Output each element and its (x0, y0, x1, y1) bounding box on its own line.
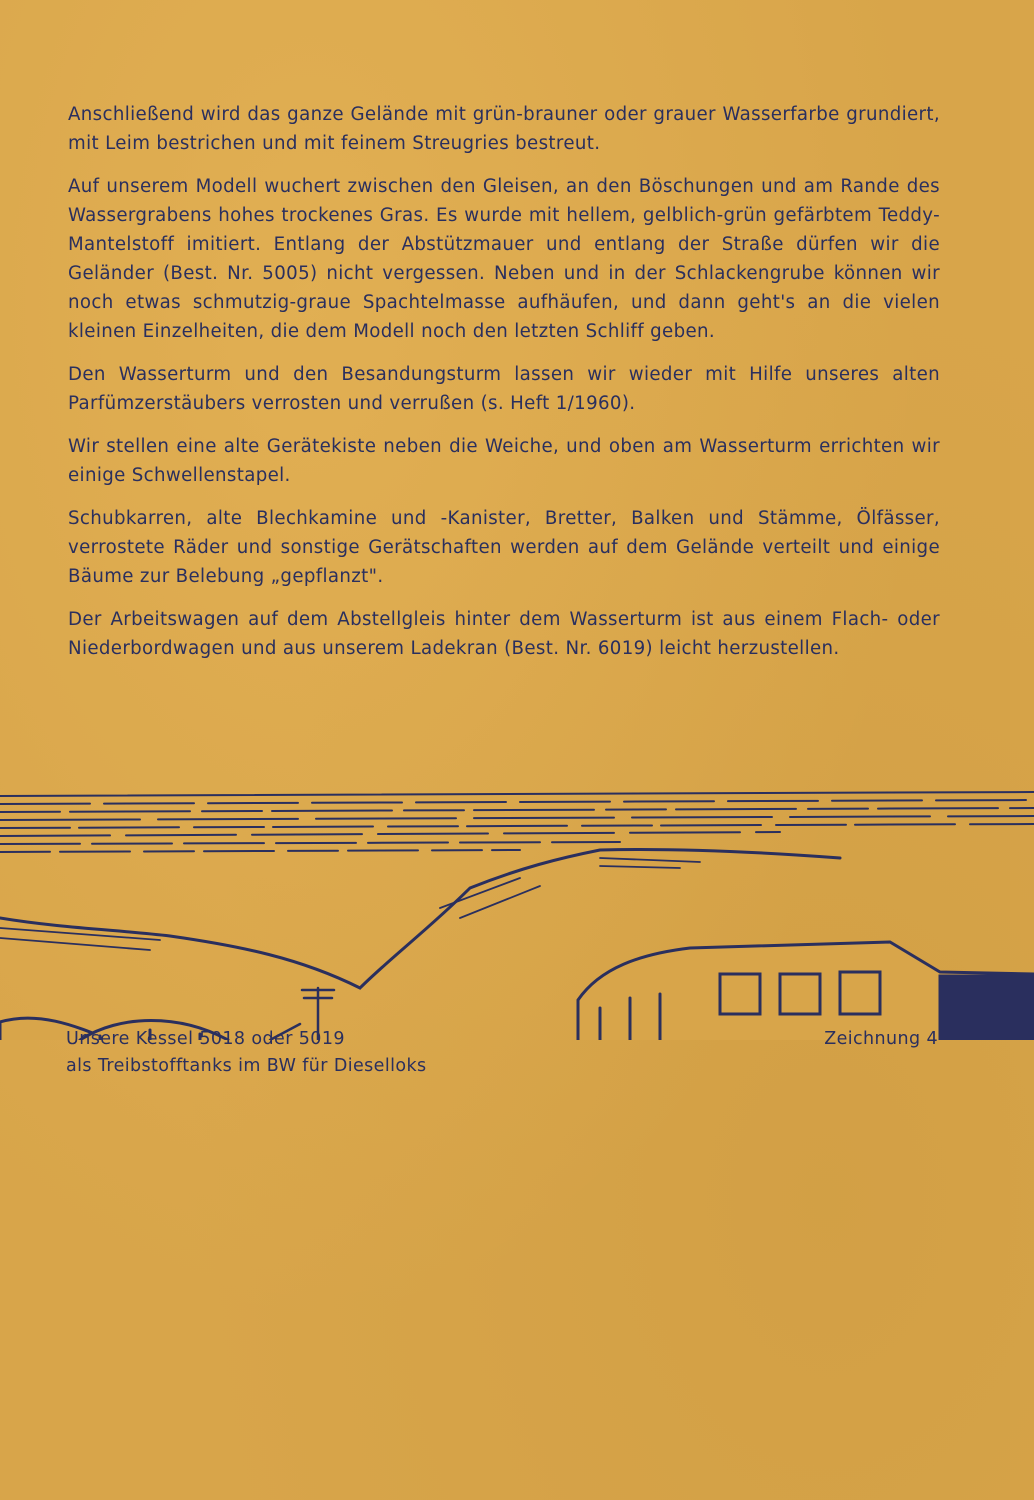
body-text (68, 100, 940, 677)
paragraph-4: Wir stellen eine alte Gerätekiste neben die Weiche, und oben am Wasserturm errichten wir einige Schwellenstapel. (68, 436, 940, 486)
locomotive-illustration (0, 778, 1034, 1040)
paragraph-6: Der Arbeitswagen auf dem Abstellgleis hinter dem Wasserturm ist aus einem Flach- oder Niederbordwagen und aus unserem Ladekran (Best. Nr. 6019) leicht herzustellen. (68, 609, 940, 659)
paragraph-1: Anschließend wird das ganze Gelände mit grün-brauner oder grauer Wasserfarbe grundiert, mit Leim bestrichen und mit feinem Streugries bestreut. (68, 104, 940, 154)
sky-hatching (0, 792, 1034, 852)
caption-line-2: als Treibstofftanks im BW für Dieselloks (66, 1056, 427, 1076)
locomotive (578, 942, 1034, 1040)
caption-line-1: Unsere Kessel 5018 oder 5019 (66, 1029, 345, 1049)
figure-label: Zeichnung 4 (824, 1029, 938, 1049)
figure-caption (66, 1026, 427, 1080)
paragraph-5: Schubkarren, alte Blechkamine und -Kanister, Bretter, Balken und Stämme, Ölfässer, verrostete Räder und sonstige Gerätschaften werden auf dem Gelände verteilt und einige Bäume zur Belebung „gepflanzt". (68, 508, 940, 587)
paragraph-2: Auf unserem Modell wuchert zwischen den Gleisen, an den Böschungen und am Rande des Wassergrabens hohes trockenes Gras. Es wurde mit hellem, gelblich-grün gefärbtem Teddy-Mantelstoff imitiert. Entlang der Abstützmauer und entlang der Straße dürfen wir die Geländer (Best. Nr. 5005) nicht vergessen. Neben und in der Schlackengrube können wir noch etwas schmutzig-graue Spachtelmasse aufhäufen, und dann geht's an die vielen kleinen Einzelheiten, die dem Modell noch den letzten Schliff geben. (68, 176, 940, 342)
paragraph-3: Den Wasserturm und den Besandungsturm lassen wir wieder mit Hilfe unseres alten Parfümzerstäubers verrosten und verrußen (s. Heft 1/1960). (68, 364, 940, 414)
